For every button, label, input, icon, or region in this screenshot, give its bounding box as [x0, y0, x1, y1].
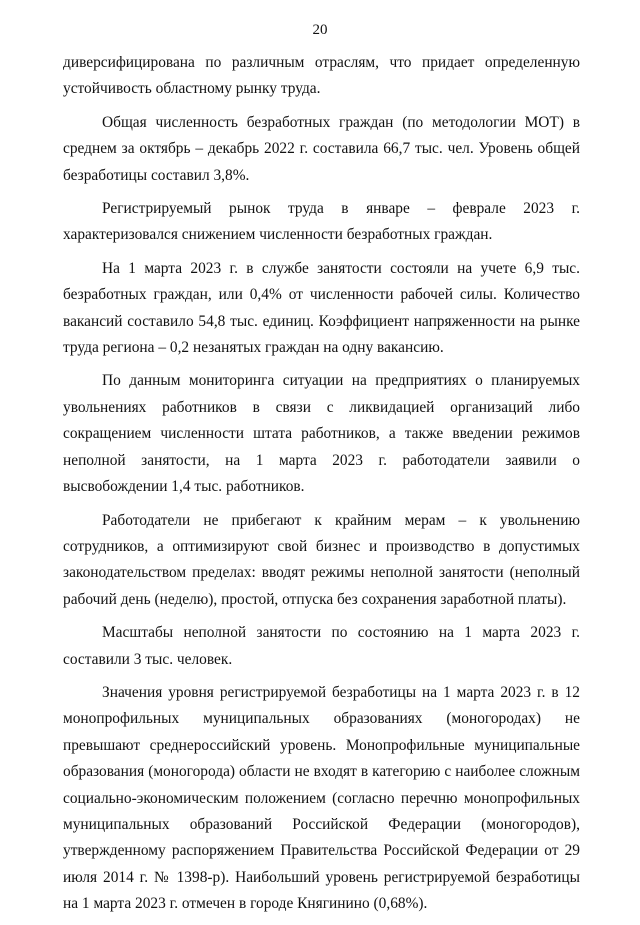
paragraph-continuation: диверсифицирована по различным отраслям, что придает определенную устойчивость областному рынку труда.	[63, 54, 580, 98]
paragraph-unemployment-ilo: Общая численность безработных граждан (по методологии МОТ) в среднем за октябрь – декабрь 2022 г. составила 66,7 тыс. чел. Уровень общей безработицы составил 3,8%.	[63, 113, 580, 184]
paragraph-employment-service: На 1 марта 2023 г. в службе занятости состояли на учете 6,9 тыс. безработных граждан, или 0,4% от численности рабочей силы. Количество вакансий составило 54,8 тыс. единиц. Коэффициент напряженности на рынке труда региона – 0,2 незанятых граждан на одну вакансию.	[63, 259, 580, 357]
paragraph-part-time-scale: Масштабы неполной занятости по состоянию на 1 марта 2023 г. составили 3 тыс. человек.	[63, 624, 580, 668]
page-number: 20	[312, 22, 328, 38]
paragraph-registered-market: Регистрируемый рынок труда в январе – феврале 2023 г. характеризовался снижением численности безработных граждан.	[63, 200, 580, 244]
paragraph-monotowns: Значения уровня регистрируемой безработицы на 1 марта 2023 г. в 12 монопрофильных муниципальных образованиях (моногородах) не превышают среднероссийский уровень. Монопрофильные муниципальные образования (моногорода) области не входят в категорию с наиболее сложным социально-экономическим положением (согласно перечню монопрофильных муниципальных образований Российской Федерации (моногородов), утвержденному распоряжением Правительства Российской Федерации от 29 июля 2014 г. № 1398-р). Наибольший уровень регистрируемой безработицы на 1 марта 2023 г. отмечен в городе Княгинино (0,68%).	[63, 683, 580, 913]
document-body	[63, 50, 580, 925]
paragraph-employers: Работодатели не прибегают к крайним мерам – к увольнению сотрудников, а оптимизируют свой бизнес и производство в допустимых законодательством пределах: вводят режимы неполной занятости (неполный рабочий день (неделю), простой, отпуска без сохранения заработной платы).	[63, 511, 580, 608]
paragraph-monitoring: По данным мониторинга ситуации на предприятиях о планируемых увольнениях работников в связи с ликвидацией организаций либо сокращением численности штата работников, а также введении режимов неполной занятости, на 1 марта 2023 г. работодатели заявили о высвобождении 1,4 тыс. работников.	[63, 372, 580, 496]
